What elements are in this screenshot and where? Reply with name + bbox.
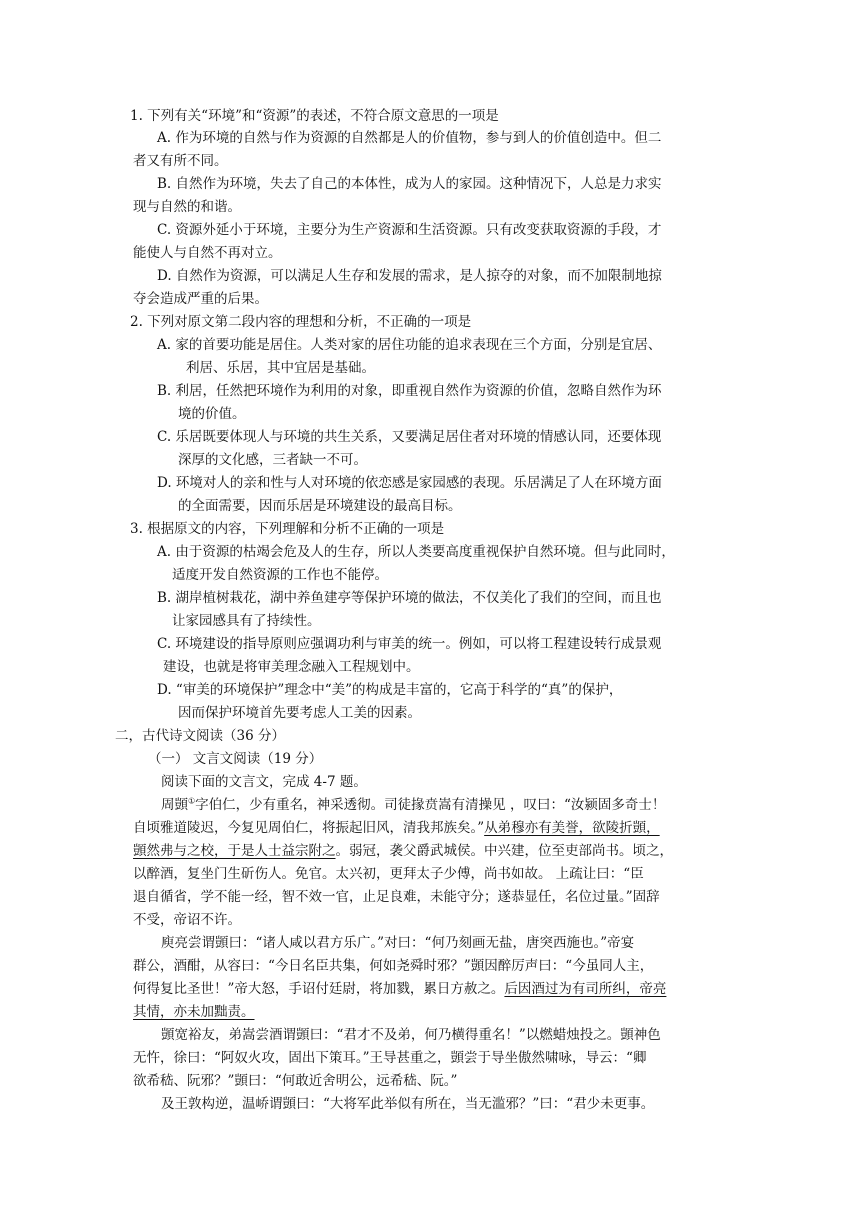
passage-line: 退自循省，学不能一经，智不效一官，止足良难，未能守分；遂恭显任，名位过量。”固辞 [133,889,660,905]
q3-option-d-line1: D. “审美的环境保护”理念中“美”的构成是丰富的，它高于科学的“真”的保护， [157,682,623,698]
underlined-sentence: 从弟穆亦有美誉，欲陵折顗， [484,820,660,836]
passage-line [133,1002,255,1022]
passage-line: 自顷雅道陵迟，今复见周伯仁，将振起旧风，清我邦族矣。”从弟穆亦有美誉，欲陵折顗， [133,820,660,836]
underlined-sentence: 顗然弗与之校，于是人士益宗附之 [133,843,336,859]
q2-option-d-line1: D. 环境对人的亲和性与人对环境的依恋感是家园感的表现。乐居满足了人在环境方面 [157,475,662,491]
q2-option-b-line2: 境的价值。 [178,406,246,422]
q3-option-a-line2: 适度开发自然资源的工作也不能停。 [172,567,388,583]
footnote-marker: ① [188,796,196,806]
passage-line: 顗宽裕友，弟嵩尝酒谓顗曰：“君才不及弟，何乃横得重名！”以燃蜡烛投之。顗神色 [161,1027,661,1043]
section-title: 二，古代诗文阅读（36 分） [115,728,285,744]
underlined-sentence: 后因酒过为有司所纠，帝亮 [504,981,667,997]
q1-option-a-line2: 者又有所不同。 [133,153,228,169]
question-3-stem: 3. 根据原文的内容，下列理解和分析不正确的一项是 [130,521,445,537]
passage-line: 以醉酒，复坐门生斫伤人。免官。太兴初，更拜太子少傅，尚书如故。 上疏让曰：“臣 [133,866,644,882]
q2-option-c-line2: 深厚的文化感，三者缺一不可。 [178,452,367,468]
q2-option-d-line2: 的全面需要，因而乐居是环境建设的最高目标。 [178,498,462,514]
underlined-sentence: 其情，亦未加黜责。 [133,1004,255,1020]
passage-line: 群公，酒酣，从容曰：“今日名臣共集，何如尧舜时邪？”顗因醉厉声曰：“今虽同人主， [133,958,654,974]
q1-option-a-line1: A. 作为环境的自然与作为资源的自然都是人的价值物，参与到人的价值创造中。但二 [157,130,662,146]
q3-option-b-line2: 让家园感具有了持续性。 [172,613,321,629]
passage-line: 及王敦构逆，温峤谓顗曰：“大将军此举似有所在，当无滥邪？”曰：“君少未更事。 [161,1096,655,1112]
passage-line: 欲希嵇、阮邪？”顗曰：“何敢近舍明公，远希嵇、阮。” [133,1073,458,1089]
passage-line: 顗然弗与之校，于是人士益宗附之。弱冠，袭父爵武城侯。中兴建，位至吏部尚书。顷之， [133,843,673,859]
q3-option-c-line2: 建设，也就是将审美理念融入工程规划中。 [163,659,420,675]
q3-option-c-line1: C. 环境建设的指导原则应强调功利与审美的统一。例如，可以将工程建设转行成景观 [157,636,662,652]
q2-option-b-line1: B. 利居，任然把环境作为利用的对象，即重视自然作为资源的价值，忽略自然作为环 [157,383,662,399]
passage-line: 不受，帝诏不许。 [133,912,241,928]
q1-option-d-line1: D. 自然作为资源，可以满足人生存和发展的需求，是人掠夺的对象，而不加限制地掠 [157,268,662,284]
passage-line: 庾亮尝谓顗曰：“诸人咸以君方乐广。”对曰：“何乃刻画无盐，唐突西施也。”帝宴 [161,935,635,951]
q2-option-c-line1: C. 乐居既要体现人与环境的共生关系，又要满足居住者对环境的情感认同，还要体现 [157,429,662,445]
q2-option-a-line2: 利居、乐居，其中宜居是基础。 [186,360,375,376]
passage-line: 何得复比圣世！”帝大怒，手诏付廷尉，将加戮，累日方赦之。后因酒过为有司所纠，帝亮 [133,981,667,997]
q3-option-d-line2: 因而保护环境首先要考虑人工美的因素。 [178,705,421,721]
q3-option-a-line1: A. 由于资源的枯竭会危及人的生存，所以人类要高度重视保护自然环境。但与此同时， [157,544,675,560]
question-1-stem: 1. 下列有关“环境”和“资源”的表述，不符合原文意思的一项是 [130,108,499,124]
reading-instruction: 阅读下面的文言文，完成 4-7 题。 [161,774,367,790]
passage-line: 周顗①字伯仁，少有重名，神采透彻。司徒掾贲嵩有清操见 ，叹曰：“汝颍固多奇士！ [161,796,666,813]
question-2-stem: 2. 下列对原文第二段内容的理想和分析，不正确的一项是 [130,314,472,330]
subsection-title: （一） 文言文阅读（19 分） [148,751,323,767]
passage-line: 无忤，徐曰：“阿奴火攻，固出下策耳。”王导甚重之，顗尝于导坐傲然啸咏，导云：“卿 [133,1050,647,1066]
q1-option-c-line2: 能使人与自然不再对立。 [133,245,282,261]
q3-option-b-line1: B. 湖岸植树栽花，湖中养鱼建亭等保护环境的做法，不仅美化了我们的空间，而且也 [157,590,662,606]
q1-option-b-line1: B. 自然作为环境，失去了自己的本体性，成为人的家园。这种情况下，人总是力求实 [157,176,662,192]
q2-option-a-line1: A. 家的首要功能是居住。人类对家的居住功能的追求表现在三个方面，分别是宜居、 [157,337,662,353]
q1-option-c-line1: C. 资源外延小于环境，主要分为生产资源和生活资源。只有改变获取资源的手段，才 [157,222,662,238]
q1-option-d-line2: 夺会造成严重的后果。 [133,291,268,307]
q1-option-b-line2: 现与自然的和谐。 [133,199,241,215]
